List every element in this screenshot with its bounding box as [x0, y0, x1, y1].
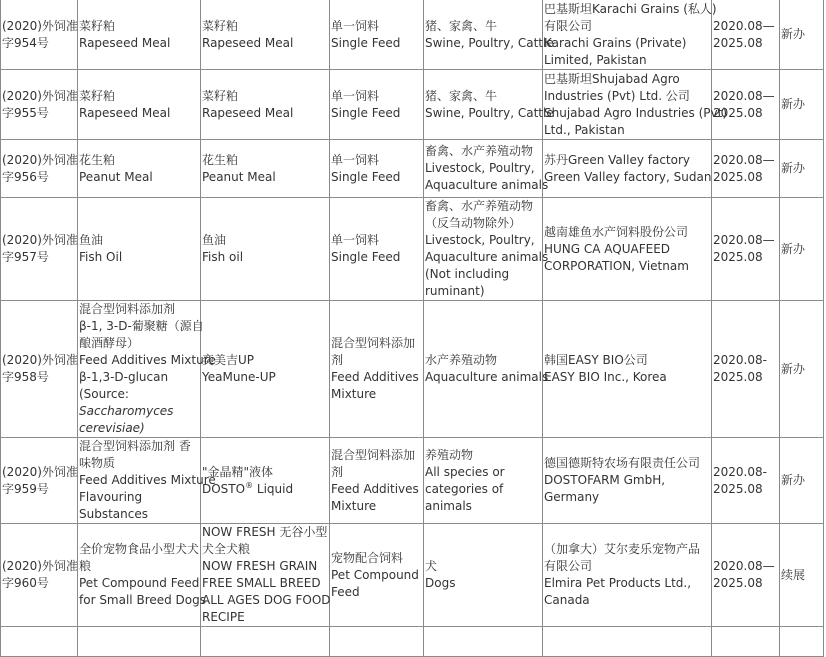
table-row: [1, 0, 824, 70]
generic-name-cell: [78, 524, 207, 627]
product-name-line: 犬全犬粮: [202, 542, 251, 556]
validity-line: 2025.08: [713, 576, 763, 590]
reg-no-line: (2020)外饲准: [2, 18, 78, 33]
generic-name-line: Flavouring: [79, 490, 143, 504]
status-text: 新办: [781, 161, 806, 175]
category-line: 单一饲料: [331, 88, 380, 103]
category-line: 混合型饲料添加: [331, 447, 416, 462]
status-cell: [780, 198, 824, 301]
table-row: [1, 301, 824, 438]
validity-line: 2020.08—: [713, 559, 775, 573]
category-line: 混合型饲料添加: [331, 336, 416, 350]
product-suffix: Liquid: [253, 481, 294, 496]
generic-name-line: Peanut Meal: [79, 169, 153, 184]
reg-no-line: 字958号: [2, 370, 49, 384]
usage-cell: [424, 301, 549, 438]
company-cell: [543, 140, 712, 198]
usage-cell: [424, 70, 554, 140]
usage-line: （反刍动物除外）: [425, 216, 522, 230]
usage-line: animals: [425, 498, 472, 513]
status-cell: [780, 140, 824, 198]
reg-no-cell: [1, 198, 78, 301]
validity-cell: [712, 301, 780, 438]
usage-line: 畜禽、水产养殖动物: [425, 144, 534, 158]
company-line: CORPORATION, Vietnam: [544, 258, 689, 273]
reg-no-line: 字957号: [2, 250, 49, 264]
usage-line: Livestock, Poultry,: [425, 161, 535, 175]
validity-line: 2025.08: [713, 250, 763, 264]
status-text: 新办: [781, 97, 806, 111]
category-line: Feed Additives: [331, 370, 419, 384]
validity-line: 2020.08-: [713, 353, 767, 367]
generic-name-line: 混合型饲料添加剂: [79, 302, 176, 316]
category-line: 单一饲料: [331, 18, 380, 33]
product-name-line: 鱼油: [202, 233, 227, 247]
generic-name-line: Feed Additives Mixture: [79, 353, 216, 367]
reg-no-line: (2020)外饲准: [2, 88, 78, 103]
table-row: [1, 140, 824, 198]
company-line: DOSTOFARM GmbH,: [544, 473, 666, 487]
generic-name-line: 全价宠物食品小型犬犬: [79, 542, 200, 556]
generic-name-line: β-1,3-D-glucan: [79, 370, 169, 384]
validity-cell: [712, 140, 780, 198]
company-line: Limited, Pakistan: [544, 52, 647, 67]
usage-line: Aquaculture animals: [425, 178, 549, 192]
validity-line: 2025.08: [713, 35, 763, 50]
usage-line: ruminant): [425, 284, 485, 298]
table-row: [1, 524, 824, 627]
status-text: 新办: [781, 361, 806, 376]
generic-name-line: for Small Breed Dogs: [79, 593, 207, 607]
status-cell: [780, 524, 824, 627]
status-text: 新办: [781, 241, 806, 256]
reg-no-cell: [1, 524, 78, 627]
company-line: 巴基斯坦Karachi Grains (私人): [544, 1, 717, 16]
validity-line: 2025.08: [713, 169, 763, 184]
validity-line: 2020.08—: [713, 233, 775, 247]
company-cell: [543, 438, 712, 524]
status-text: 新办: [781, 473, 806, 487]
usage-line: Livestock, Poultry,: [425, 233, 535, 247]
usage-line: 养殖动物: [425, 447, 474, 462]
table-row: [1, 198, 824, 301]
company-line: 有限公司: [544, 18, 593, 33]
validity-line: 2020.08—: [713, 152, 775, 167]
product-name-line: FREE SMALL BREED: [202, 576, 321, 590]
generic-name-line: Rapeseed Meal: [79, 105, 171, 120]
company-line: Karachi Grains (Private): [544, 35, 687, 50]
reg-no-line: (2020)外饲准: [2, 152, 78, 167]
generic-name-line: 味物质: [79, 456, 116, 470]
generic-name-line: Fish Oil: [79, 250, 123, 264]
company-line: Green Valley factory, Sudan: [544, 169, 712, 184]
product-name-line: [202, 481, 328, 498]
product-name-line: NOW FRESH 无谷小型: [202, 525, 328, 539]
generic-name-line: 鱼油: [79, 233, 104, 247]
reg-no-cell: [1, 301, 78, 438]
generic-name-cell: [78, 438, 216, 524]
usage-line: Swine, Poultry, Cattle: [425, 35, 554, 50]
generic-name-line: Pet Compound Feed: [79, 576, 200, 590]
company-cell: [543, 70, 728, 140]
category-line: Feed: [331, 584, 360, 599]
generic-name-line: Feed Additives Mixture: [79, 473, 216, 487]
validity-line: 2025.08: [713, 105, 763, 120]
company-line: 苏丹Green Valley factory: [544, 152, 691, 167]
category-cell: [330, 70, 424, 140]
generic-name-cell: [78, 0, 201, 70]
product-brand: DOSTO: [202, 481, 246, 496]
category-line: Mixture: [331, 387, 377, 401]
company-line: 韩国EASY BIO公司: [544, 353, 648, 367]
product-name-cell: [201, 70, 330, 140]
company-line: Shujabad Agro Industries (Pvt): [544, 105, 728, 120]
generic-name-cell: [78, 198, 201, 301]
generic-name-line: Substances: [79, 507, 148, 521]
usage-cell: [424, 198, 549, 301]
generic-name-line: 粮: [79, 559, 92, 573]
validity-cell: [712, 70, 780, 140]
product-name-line: 菜籽粕: [202, 18, 239, 33]
category-cell: [330, 198, 424, 301]
company-cell: [543, 198, 712, 301]
company-line: Industries (Pvt) Ltd. 公司: [544, 88, 690, 103]
company-line: HUNG CA AQUAFEED: [544, 241, 671, 256]
reg-no-line: 字956号: [2, 169, 49, 184]
company-line: Elmira Pet Products Ltd.,: [544, 576, 692, 590]
product-name-line: NOW FRESH GRAIN: [202, 559, 318, 573]
usage-line: Dogs: [425, 576, 456, 590]
table-row: [1, 70, 824, 140]
product-name-line: Rapeseed Meal: [202, 105, 294, 120]
category-cell: [330, 301, 424, 438]
reg-no-line: 字960号: [2, 576, 49, 590]
status-text: 续展: [781, 567, 806, 582]
reg-no-cell: [1, 140, 78, 198]
usage-line: 水产养殖动物: [425, 353, 498, 367]
usage-line: (Not including: [425, 267, 510, 281]
reg-no-cell: [1, 0, 78, 70]
status-cell: [780, 70, 824, 140]
reg-no-line: (2020)外饲准: [2, 559, 78, 573]
product-name-line: 奕美吉UP: [202, 353, 255, 367]
reg-no-line: (2020)外饲准: [2, 233, 78, 247]
category-cell: [330, 438, 424, 524]
company-line: Germany: [544, 490, 600, 504]
product-name-line: 菜籽粕: [202, 88, 239, 103]
status-cell: [780, 301, 824, 438]
category-line: Feed Additives: [331, 481, 419, 496]
generic-name-line: β-1, 3-D-葡聚糖（源自: [79, 319, 204, 333]
category-line: Pet Compound: [331, 567, 419, 582]
company-line: 越南雄鱼水产饲料股份公司: [544, 224, 689, 239]
company-line: EASY BIO Inc., Korea: [544, 370, 667, 384]
usage-line: categories of: [425, 481, 504, 496]
species-name-italic: Saccharomyces: [79, 404, 174, 418]
usage-line: 猪、家禽、牛: [425, 88, 498, 103]
company-line: Ltd., Pakistan: [544, 122, 625, 137]
validity-line: 2020.08-: [713, 464, 767, 479]
usage-cell: [424, 0, 554, 70]
reg-no-cell: [1, 438, 78, 524]
validity-line: 2025.08: [713, 481, 763, 496]
company-cell: [543, 0, 717, 70]
category-cell: [330, 140, 424, 198]
reg-no-line: 字954号: [2, 35, 49, 50]
product-name-line: ALL AGES DOG FOOD: [202, 593, 331, 607]
company-cell: [543, 524, 712, 627]
generic-name-line: (Source:: [79, 387, 129, 401]
table-row: [1, 627, 824, 657]
validity-cell: [712, 0, 780, 70]
product-name-line: Fish oil: [202, 250, 244, 264]
company-cell: [543, 301, 712, 438]
generic-name-line: Rapeseed Meal: [79, 35, 171, 50]
validity-cell: [712, 438, 780, 524]
generic-name-line: 菜籽粕: [79, 18, 116, 33]
registered-mark: ®: [245, 480, 254, 490]
usage-line: Aquaculture animals: [425, 250, 549, 264]
generic-name-line: 混合型饲料添加剂 香: [79, 439, 191, 453]
category-line: 单一饲料: [331, 233, 380, 247]
usage-cell: [424, 140, 549, 198]
company-line: 巴基斯坦Shujabad Agro: [544, 71, 680, 86]
status-text: 新办: [781, 27, 806, 41]
usage-line: 猪、家禽、牛: [425, 18, 498, 33]
category-line: Single Feed: [331, 105, 401, 120]
reg-no-line: 字959号: [2, 481, 49, 496]
validity-line: 2025.08: [713, 370, 763, 384]
category-line: Mixture: [331, 498, 377, 513]
validity-cell: [712, 524, 780, 627]
category-line: Single Feed: [331, 250, 401, 264]
reg-no-line: (2020)外饲准: [2, 464, 78, 479]
usage-line: 犬: [425, 559, 438, 573]
category-line: 剂: [331, 464, 344, 479]
table-row: [1, 438, 824, 524]
category-line: 宠物配合饲料: [331, 550, 404, 565]
category-line: 剂: [331, 353, 344, 367]
validity-cell: [712, 198, 780, 301]
validity-line: 2020.08—: [713, 18, 775, 33]
product-name-cell: [201, 524, 330, 627]
reg-no-line: (2020)外饲准: [2, 353, 78, 367]
usage-line: All species or: [425, 464, 505, 479]
generic-name-line: [79, 403, 199, 420]
category-cell: [330, 524, 424, 627]
species-name-italic: cerevisiae): [79, 421, 145, 435]
category-line: Single Feed: [331, 35, 401, 50]
generic-name-line: 酿酒酵母）: [79, 336, 140, 350]
product-name-cell: [201, 301, 330, 438]
reg-no-line: 字955号: [2, 105, 49, 120]
usage-cell: [424, 524, 543, 627]
status-cell: [780, 0, 824, 70]
company-line: 德国德斯特农场有限责任公司: [544, 456, 701, 470]
product-name-line: YeaMune-UP: [202, 370, 276, 384]
generic-name-cell: [78, 301, 216, 438]
generic-name-line: [79, 420, 199, 437]
product-name-cell: [201, 438, 330, 524]
product-name-cell: [201, 198, 330, 301]
product-name-line: Rapeseed Meal: [202, 35, 294, 50]
product-name-cell: [201, 0, 330, 70]
product-name-line: "金晶精"液体: [202, 464, 274, 479]
company-line: （加拿大）艾尔麦乐宠物产品: [544, 542, 701, 556]
generic-name-line: 花生粕: [79, 152, 116, 167]
status-cell: [780, 438, 824, 524]
generic-name-cell: [78, 70, 201, 140]
company-line: 有限公司: [544, 559, 593, 573]
usage-cell: [424, 438, 543, 524]
generic-name-cell: [78, 140, 201, 198]
product-name-line: Peanut Meal: [202, 169, 276, 184]
product-name-line: RECIPE: [202, 610, 245, 624]
reg-no-cell: [1, 70, 78, 140]
usage-line: 畜禽、水产养殖动物: [425, 199, 534, 213]
usage-line: Aquaculture animals: [425, 370, 549, 384]
usage-line: Swine, Poultry, Cattle: [425, 105, 554, 120]
category-cell: [330, 0, 424, 70]
company-line: Canada: [544, 593, 590, 607]
category-line: Single Feed: [331, 169, 401, 184]
product-name-line: 花生粕: [202, 152, 239, 167]
category-line: 单一饲料: [331, 152, 380, 167]
product-name-cell: [201, 140, 330, 198]
validity-line: 2020.08—: [713, 88, 775, 103]
generic-name-line: 菜籽粕: [79, 88, 116, 103]
